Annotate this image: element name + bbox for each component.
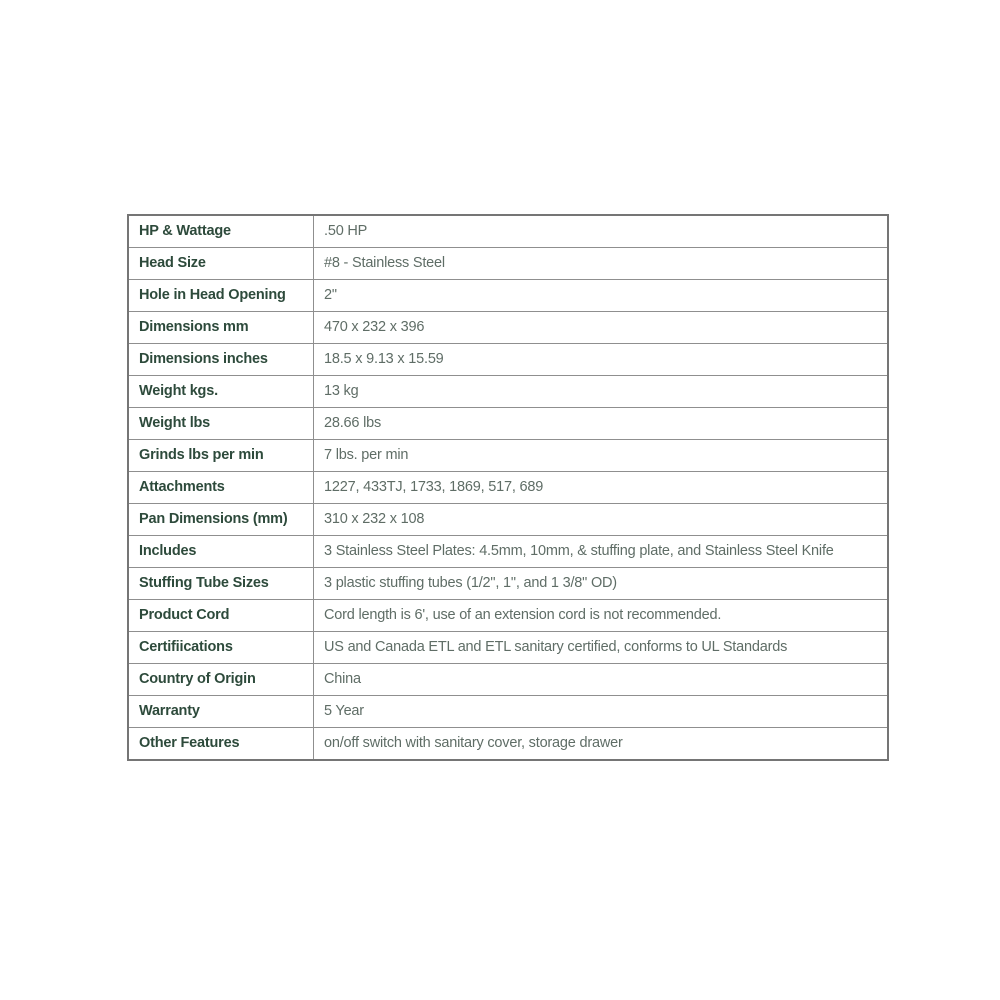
spec-label: Grinds lbs per min (128, 440, 314, 472)
spec-value: 5 Year (314, 696, 889, 728)
spec-row (128, 344, 888, 376)
spec-value: Cord length is 6', use of an extension cord is not recommended. (314, 600, 889, 632)
spec-value: 310 x 232 x 108 (314, 504, 889, 536)
spec-row (128, 472, 888, 504)
spec-row (128, 568, 888, 600)
spec-value: #8 - Stainless Steel (314, 248, 889, 280)
spec-value: 18.5 x 9.13 x 15.59 (314, 344, 889, 376)
spec-value: US and Canada ETL and ETL sanitary certified, conforms to UL Standards (314, 632, 889, 664)
spec-value: on/off switch with sanitary cover, storage drawer (314, 728, 889, 761)
spec-row (128, 248, 888, 280)
spec-value: 7 lbs. per min (314, 440, 889, 472)
spec-value: 13 kg (314, 376, 889, 408)
spec-label: Country of Origin (128, 664, 314, 696)
spec-row (128, 280, 888, 312)
spec-row (128, 600, 888, 632)
spec-label: Includes (128, 536, 314, 568)
spec-value: 3 Stainless Steel Plates: 4.5mm, 10mm, & stuffing plate, and Stainless Steel Knife (314, 536, 889, 568)
spec-label: Attachments (128, 472, 314, 504)
spec-label: Hole in Head Opening (128, 280, 314, 312)
spec-row (128, 536, 888, 568)
spec-value: 3 plastic stuffing tubes (1/2", 1", and 1 3/8" OD) (314, 568, 889, 600)
spec-value: 28.66 lbs (314, 408, 889, 440)
spec-label: Dimensions mm (128, 312, 314, 344)
spec-row (128, 696, 888, 728)
spec-row (128, 504, 888, 536)
spec-label: Dimensions inches (128, 344, 314, 376)
spec-row (128, 664, 888, 696)
spec-table-body (128, 215, 888, 760)
spec-label: Head Size (128, 248, 314, 280)
spec-label: Pan Dimensions (mm) (128, 504, 314, 536)
spec-row (128, 215, 888, 248)
spec-label: Warranty (128, 696, 314, 728)
spec-value: 470 x 232 x 396 (314, 312, 889, 344)
spec-value: China (314, 664, 889, 696)
spec-value: 2" (314, 280, 889, 312)
spec-label: Weight kgs. (128, 376, 314, 408)
spec-row (128, 408, 888, 440)
spec-label: Stuffing Tube Sizes (128, 568, 314, 600)
spec-row (128, 376, 888, 408)
spec-value: 1227, 433TJ, 1733, 1869, 517, 689 (314, 472, 889, 504)
spec-label: HP & Wattage (128, 215, 314, 248)
product-spec-table (127, 214, 889, 761)
spec-value: .50 HP (314, 215, 889, 248)
spec-label: Product Cord (128, 600, 314, 632)
spec-label: Certifiications (128, 632, 314, 664)
spec-row (128, 728, 888, 761)
spec-row (128, 312, 888, 344)
spec-label: Other Features (128, 728, 314, 761)
spec-row (128, 440, 888, 472)
spec-row (128, 632, 888, 664)
spec-label: Weight lbs (128, 408, 314, 440)
